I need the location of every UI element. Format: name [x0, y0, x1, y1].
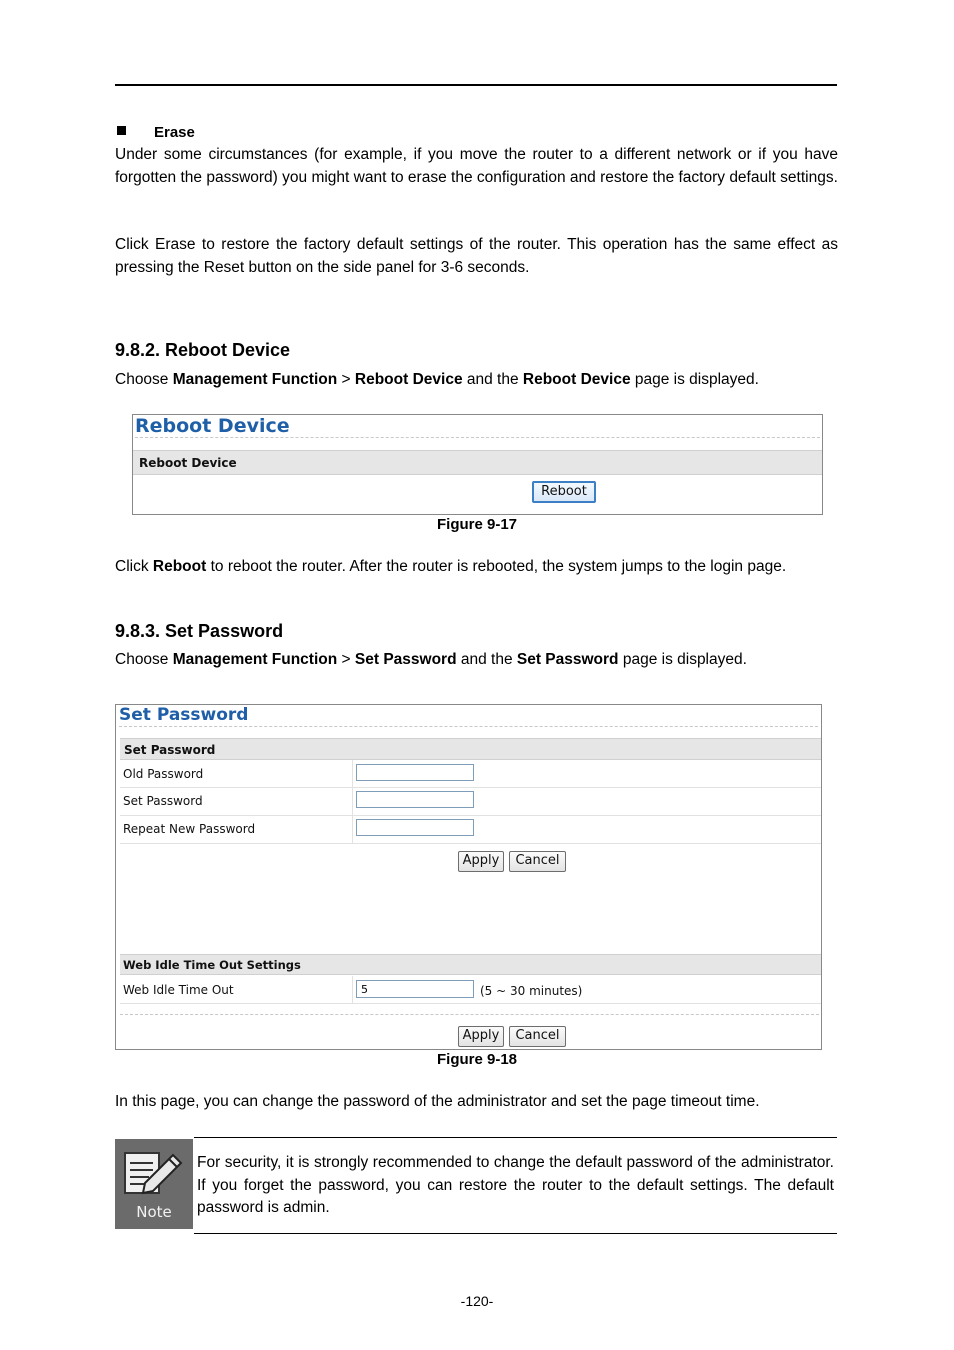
column-divider [352, 788, 353, 815]
reboot-section-header: Reboot Device [133, 450, 822, 475]
old-password-label: Old Password [123, 767, 204, 781]
apply-button[interactable]: Apply [458, 851, 504, 872]
note-bottom-rule [194, 1233, 837, 1234]
reboot-intro: Choose Management Function > Reboot Device and the Reboot Device page is displayed. [115, 371, 759, 388]
set-password-section-header: Set Password [120, 738, 821, 760]
erase-paragraph-1: Under some circumstances (for example, if you move the router to a different network or if you have forgotten the password) you might want to erase the configuration and restore the factory default settings. [115, 146, 838, 186]
set-password-input[interactable] [356, 791, 474, 808]
dashed-divider [120, 1014, 819, 1015]
set-password-label: Set Password [123, 794, 203, 808]
form-row [120, 760, 821, 788]
reboot-after-text: Click Reboot to reboot the router. After the router is rebooted, the system jumps to the login page. [115, 558, 787, 575]
reboot-section-heading: 9.8.2. Reboot Device [115, 340, 291, 360]
old-password-input[interactable] [356, 764, 474, 781]
idle-timeout-hint: (5 ~ 30 minutes) [480, 984, 583, 998]
erase-paragraph-2: Click Erase to restore the factory default settings of the router. This operation has the same effect as pressing the Reset button on the side panel for 3-6 seconds. [115, 236, 838, 276]
figure-caption-9-17: Figure 9-17 [436, 516, 518, 533]
form-row [120, 788, 821, 816]
set-password-panel [115, 704, 822, 1050]
erase-heading: Erase [154, 124, 195, 141]
password-intro: Choose Management Function > Set Password and the Set Password page is displayed. [115, 651, 747, 668]
password-after-text: In this page, you can change the password of the administrator and set the page timeout time. [115, 1093, 760, 1110]
note-top-rule [194, 1137, 837, 1138]
bullet-square-icon [117, 126, 126, 135]
note-icon [115, 1139, 193, 1229]
idle-timeout-section-header: Web Idle Time Out Settings [120, 954, 821, 975]
form-row [120, 816, 821, 844]
cancel-button[interactable]: Cancel [509, 1026, 566, 1047]
password-section-heading: 9.8.3. Set Password [115, 621, 284, 641]
page-number: -120- [460, 1293, 494, 1309]
reboot-panel-title: Reboot Device [135, 415, 290, 437]
column-divider [352, 976, 353, 1003]
repeat-password-input[interactable] [356, 819, 474, 836]
dashed-divider [135, 437, 820, 438]
figure-caption-9-18: Figure 9-18 [436, 1051, 518, 1068]
idle-timeout-input[interactable] [356, 980, 474, 998]
note-text: For security, it is strongly recommended to change the default password of the administrator. If you forget the password, you can restore the router to the default settings. The default password is admin. [197, 1154, 834, 1216]
form-row [120, 976, 821, 1004]
set-password-panel-title: Set Password [119, 705, 249, 725]
apply-button[interactable]: Apply [458, 1026, 504, 1047]
reboot-device-panel [132, 414, 823, 515]
repeat-password-label: Repeat New Password [123, 822, 256, 836]
note-icon-label: Note [136, 1203, 172, 1221]
header-rule [115, 84, 837, 86]
column-divider [352, 760, 353, 787]
column-divider [352, 816, 353, 843]
dashed-divider [119, 726, 818, 727]
idle-timeout-label: Web Idle Time Out [123, 983, 234, 997]
reboot-button[interactable]: Reboot [532, 481, 596, 503]
cancel-button[interactable]: Cancel [509, 851, 566, 872]
